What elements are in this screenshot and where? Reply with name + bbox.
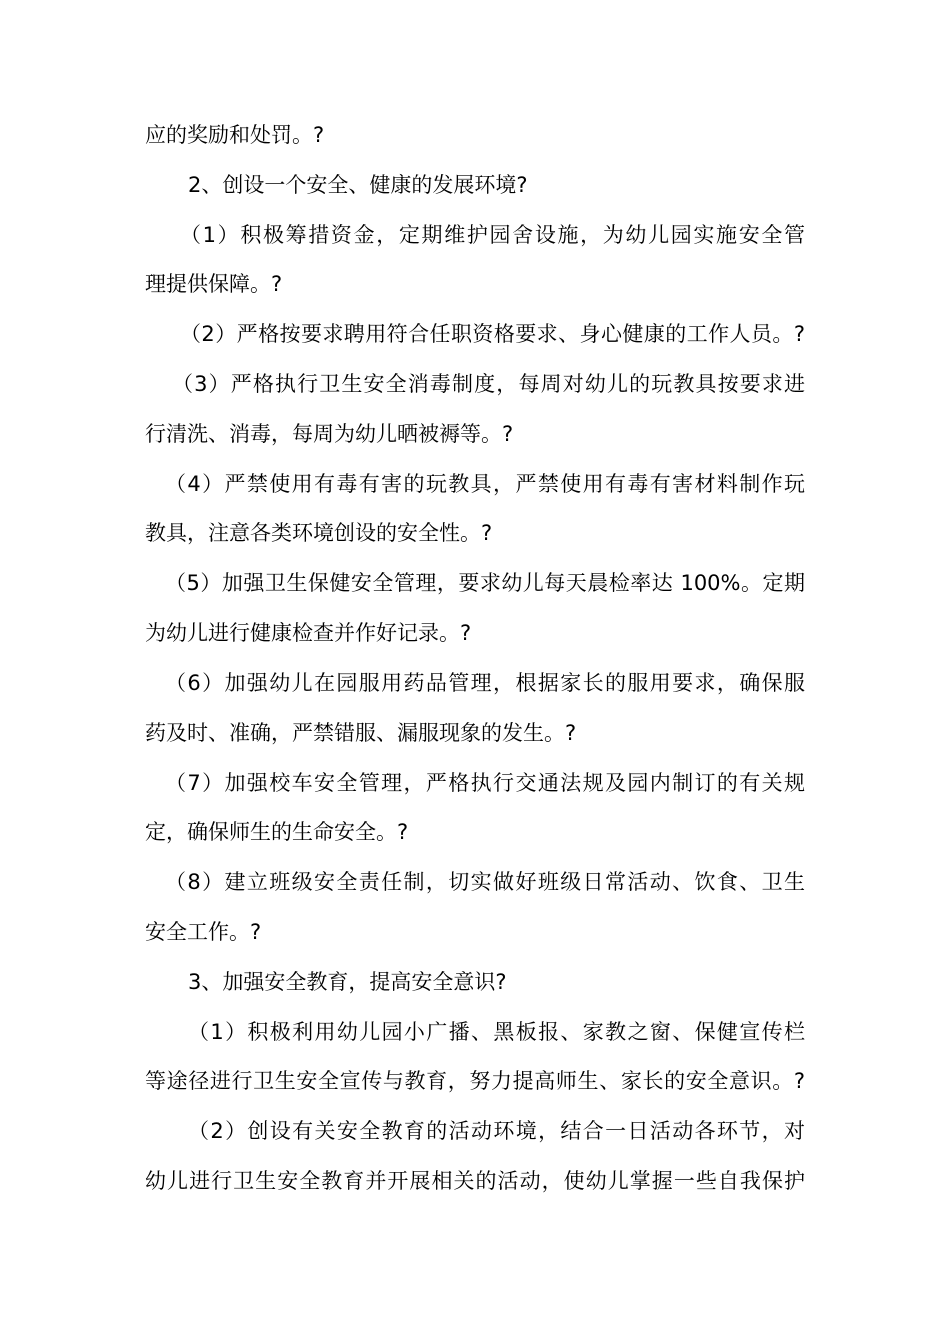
text-line: 理提供保障。? [145, 272, 283, 296]
section-heading: 2、创设一个安全、健康的发展环境? [188, 173, 528, 197]
text-line: （5）加强卫生保健安全管理，要求幼儿每天晨检率达 100%。定期 [165, 571, 805, 595]
text-line: 定，确保师生的生命安全。? [145, 820, 409, 844]
text-line: 等途径进行卫生安全宣传与教育，努力提高师生、家长的安全意识。? [145, 1069, 805, 1093]
text-line: 教具，注意各类环境创设的安全性。? [145, 521, 493, 545]
text-line: （2）严格按要求聘用符合任职资格要求、身心健康的工作人员。? [180, 322, 805, 346]
text-line: （4）严禁使用有毒有害的玩教具，严禁使用有毒有害材料制作玩 [165, 472, 805, 496]
section-heading: 3、加强安全教育，提高安全意识? [188, 970, 507, 994]
text-line: 安全工作。? [145, 920, 262, 944]
text-line: （8）建立班级安全责任制，切实做好班级日常活动、饮食、卫生 [165, 870, 805, 894]
text-line: （6）加强幼儿在园服用药品管理，根据家长的服用要求，确保服 [165, 671, 805, 695]
text-line: 行清洗、消毒，每周为幼儿晒被褥等。? [145, 422, 514, 446]
text-line: （1）积极筹措资金，定期维护园舍设施，为幼儿园实施安全管 [180, 223, 805, 247]
text-line: （3）严格执行卫生安全消毒制度，每周对幼儿的玩教具按要求进 [172, 372, 805, 396]
text-line: （2）创设有关安全教育的活动环境，结合一日活动各环节，对 [188, 1119, 805, 1143]
text-line: 为幼儿进行健康检查并作好记录。? [145, 621, 472, 645]
text-line: 药及时、准确，严禁错服、漏服现象的发生。? [145, 721, 577, 745]
text-line: （1）积极利用幼儿园小广播、黑板报、家教之窗、保健宣传栏 [188, 1020, 805, 1044]
text-line: 幼儿进行卫生安全教育并开展相关的活动，使幼儿掌握一些自我保护 [145, 1169, 805, 1193]
text-line: 应的奖励和处罚。? [145, 123, 325, 147]
text-line: （7）加强校车安全管理，严格执行交通法规及园内制订的有关规 [165, 771, 805, 795]
